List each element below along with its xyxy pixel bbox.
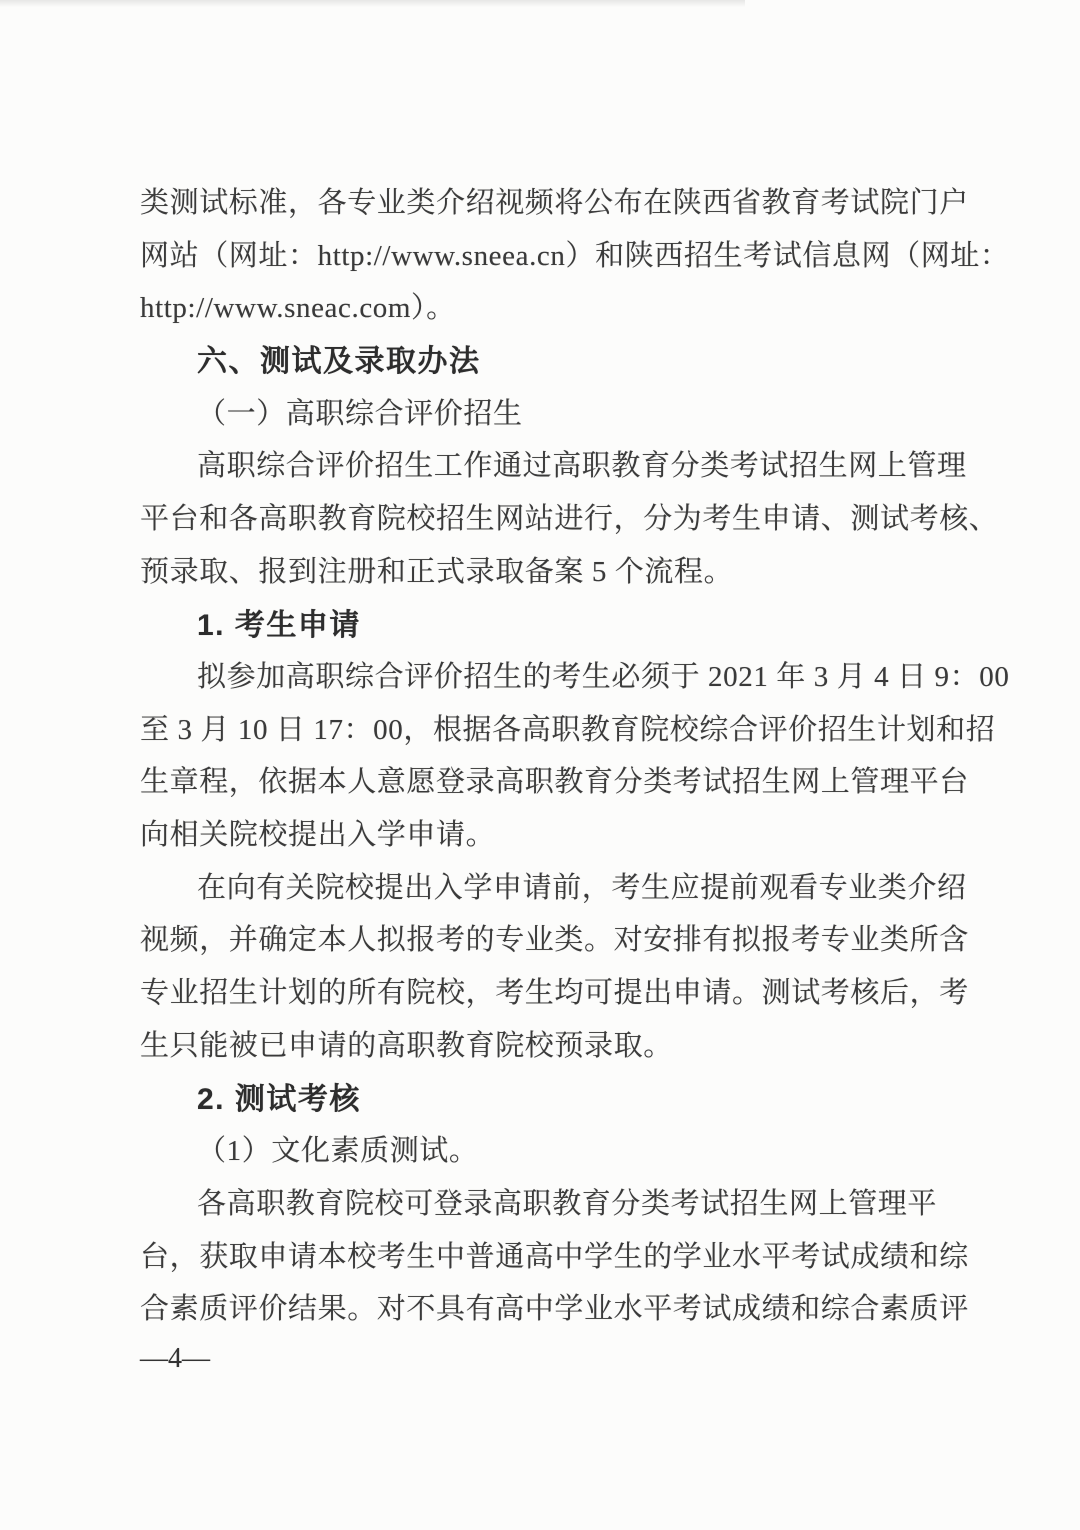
document-text-block	[140, 174, 1010, 1386]
paragraph-line: 类测试标准，各专业类介绍视频将公布在陕西省教育考试院门户	[140, 186, 969, 219]
paragraph-line: 各高职教育院校可登录高职教育分类考试招生网上管理平	[197, 1187, 938, 1220]
paragraph-line: 高职综合评价招生工作通过高职教育分类考试招生网上管理	[197, 450, 967, 483]
paragraph-line: 至 3 月 10 日 17：00，根据各高职教育院校综合评价招生计划和招	[140, 713, 996, 746]
paragraph-line: 拟参加高职综合评价招生的考生必须于 2021 年 3 月 4 日 9：00	[197, 661, 1010, 694]
paragraph-line: 在向有关院校提出入学申请前，考生应提前观看专业类介绍	[197, 871, 967, 904]
paragraph-line: 专业招生计划的所有院校，考生均可提出申请。测试考核后，考	[140, 977, 969, 1010]
item-heading-1: 1. 考生申请	[197, 608, 361, 642]
sub-item-heading: （1）文化素质测试。	[197, 1135, 479, 1168]
scan-edge-artifact	[0, 0, 745, 7]
section-heading-6: 六、测试及录取办法	[197, 345, 481, 379]
paragraph-line: 台，获取申请本校考生中普通高中学生的学业水平考试成绩和综	[140, 1240, 969, 1273]
item-heading-2: 2. 测试考核	[197, 1083, 361, 1117]
page-number: —4—	[140, 1343, 210, 1375]
paragraph-line: 网站（网址：http://www.sneea.cn）和陕西招生考试信息网（网址：	[140, 239, 1010, 272]
paragraph-line: 向相关院校提出入学申请。	[140, 819, 496, 852]
paragraph-line: 平台和各高职教育院校招生网站进行，分为考生申请、测试考核、	[140, 502, 999, 535]
paragraph-line: 合素质评价结果。对不具有高中学业水平考试成绩和综合素质评	[140, 1293, 969, 1326]
paragraph-line: 生章程，依据本人意愿登录高职教育分类考试招生网上管理平台	[140, 766, 969, 799]
subsection-heading-1: （一）高职综合评价招生	[197, 397, 523, 430]
paragraph-line: 预录取、报到注册和正式录取备案 5 个流程。	[140, 555, 734, 588]
paragraph-line: 生只能被已申请的高职教育院校预录取。	[140, 1029, 673, 1062]
paragraph-line: 视频，并确定本人拟报考的专业类。对安排有拟报考专业类所含	[140, 924, 969, 957]
paragraph-line: http://www.sneac.com）。	[140, 292, 456, 325]
